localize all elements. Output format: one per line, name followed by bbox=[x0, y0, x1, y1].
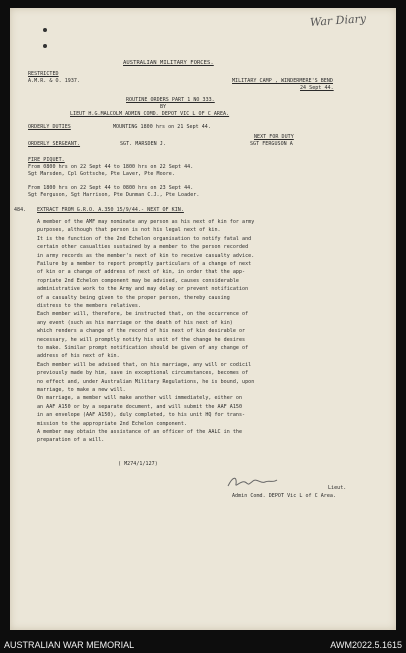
orderly-sergeant-label: ORDERLY SERGEANT. bbox=[28, 141, 81, 147]
footer-bar bbox=[0, 637, 406, 653]
fire-piquet-line-2: Sgt Marsden, Cpl Gottsche, Pte Laver, Pte Moore. bbox=[28, 171, 175, 177]
body-line: A member of the AMF may nominate any person as his next of kin for army bbox=[37, 219, 255, 225]
orderly-duties-text: MOUNTING 1800 hrs on 21 Sept 44. bbox=[113, 124, 211, 130]
body-line: marriage, to make a new will. bbox=[37, 387, 126, 393]
orders-by-name: LIEUT H.G.MALCOLM ADMIN COMD. DEPOT VIC L OF C AREA. bbox=[70, 111, 230, 117]
orderly-sergeant-text: SGT. MARSDEN J. bbox=[120, 141, 166, 147]
signature bbox=[225, 474, 280, 490]
body-line: mission to the appropriate 2nd Echelon component. bbox=[37, 420, 187, 427]
body-line: which renders a change of the record of his next of kin desirable or bbox=[37, 328, 246, 335]
body-line: On marriage, a member will make another will immediately, either on bbox=[37, 395, 243, 402]
footer-source: AUSTRALIAN WAR MEMORIAL bbox=[4, 640, 135, 650]
fire-piquet-line-3: From 1800 hrs on 22 Sept 44 to 0800 hrs on 23 Sept 44. bbox=[28, 185, 194, 191]
orders-title: ROUTINE ORDERS PART 1 NO 333. bbox=[126, 97, 215, 103]
regulation-ref: A.M.R. & O. 1937. bbox=[28, 78, 81, 84]
restricted-label: RESTRICTED bbox=[28, 71, 59, 77]
body-line: Each member will, therefore, be instructed that, on the occurrence of bbox=[37, 311, 249, 318]
signatory-rank: Lieut. bbox=[328, 485, 347, 491]
document-page bbox=[10, 8, 396, 630]
body-line: A member may obtain the assistance of an officer of the AALC in the bbox=[37, 429, 243, 435]
orders-by: BY bbox=[160, 104, 167, 110]
body-line: of a casualty being given to the proper person, thereby causing bbox=[37, 294, 230, 301]
body-line: Each member will be advised that, on his marriage, any will or codicil bbox=[37, 361, 252, 368]
body-line: an AAF A150 or by a separate document, and will submit the AAF A150 bbox=[37, 403, 243, 410]
signatory-title: Admin Comd. DEPOT Vic L of C Area. bbox=[232, 493, 337, 499]
item-number: 484. bbox=[14, 207, 27, 213]
body-line: in an envelope (AAF A150), duly completed, to his unit HQ for trans- bbox=[37, 412, 246, 419]
next-for-duty-name: SGT FERGUSON A bbox=[250, 141, 293, 147]
body-line: administrative work to the Army and may delay or prevent notification bbox=[37, 286, 249, 293]
punch-hole-bottom bbox=[43, 44, 47, 48]
body-line: purposes, although that person is not his legal next of kin. bbox=[37, 227, 221, 234]
camp-location: MILITARY CAMP , WINDERMERE'S BEND bbox=[232, 78, 333, 84]
fire-piquet-line-1: From 0800 hrs on 22 Sept 44 to 1800 hrs on 22 Sept 44. bbox=[28, 164, 194, 170]
punch-hole-top bbox=[43, 28, 47, 32]
body-line: necessary, he will promptly notify his unit of the change he desires bbox=[37, 336, 246, 343]
camp-date: 24 Sept 44. bbox=[300, 85, 334, 91]
body-line: any event (such as his marriage or the death of his next of kin) bbox=[37, 319, 233, 326]
fire-piquet-heading: FIRE PIQUET. bbox=[28, 157, 65, 163]
body-line: preparation of a will. bbox=[37, 437, 105, 444]
next-for-duty-label: NEXT FOR DUTY bbox=[254, 134, 294, 140]
doc-title: AUSTRALIAN MILITARY FORCES. bbox=[123, 60, 214, 66]
footer-accession-id: AWM2022.5.1615 bbox=[330, 640, 402, 650]
body-line: in army records as the member's next of kin to receive casualty advice. bbox=[37, 252, 255, 259]
body-line: address of his next of kin. bbox=[37, 353, 120, 360]
extract-heading: EXTRACT FROM G.R.O. A.350 15/9/44.- NEXT OF KIN. bbox=[37, 207, 184, 213]
body-line: certain other casualties sustained by a member to the person recorded bbox=[37, 244, 249, 251]
file-reference: ( M274/1/127) bbox=[118, 461, 158, 467]
fire-piquet-line-4: Sgt Ferguson, Sgt Harrison, Pte Dunman C.J., Pte Loader. bbox=[28, 192, 200, 198]
orderly-duties-label: ORDERLY DUTIES bbox=[28, 124, 71, 130]
body-line: ropriate 2nd Echelon component may be advised, causes considerable bbox=[37, 277, 239, 284]
body-line: no effect and, under Australian Military Regulations, he is bound, upon bbox=[37, 378, 255, 385]
body-line: distress to the members relatives. bbox=[37, 303, 142, 309]
body-line: It is the function of the 2nd Echelon organisation to notify fatal and bbox=[37, 235, 252, 242]
body-line: to make. Similar prompt notification should be given of any change of bbox=[37, 345, 249, 351]
handwritten-note: War Diary bbox=[309, 12, 367, 29]
body-line: previously made by him, save in exceptional circumstances, becomes of bbox=[37, 370, 249, 377]
body-line: Failure by a member to report promptly particulars of a change of next bbox=[37, 261, 252, 267]
body-line: of kin or a change of address of next of kin, in order that the app- bbox=[37, 269, 246, 276]
